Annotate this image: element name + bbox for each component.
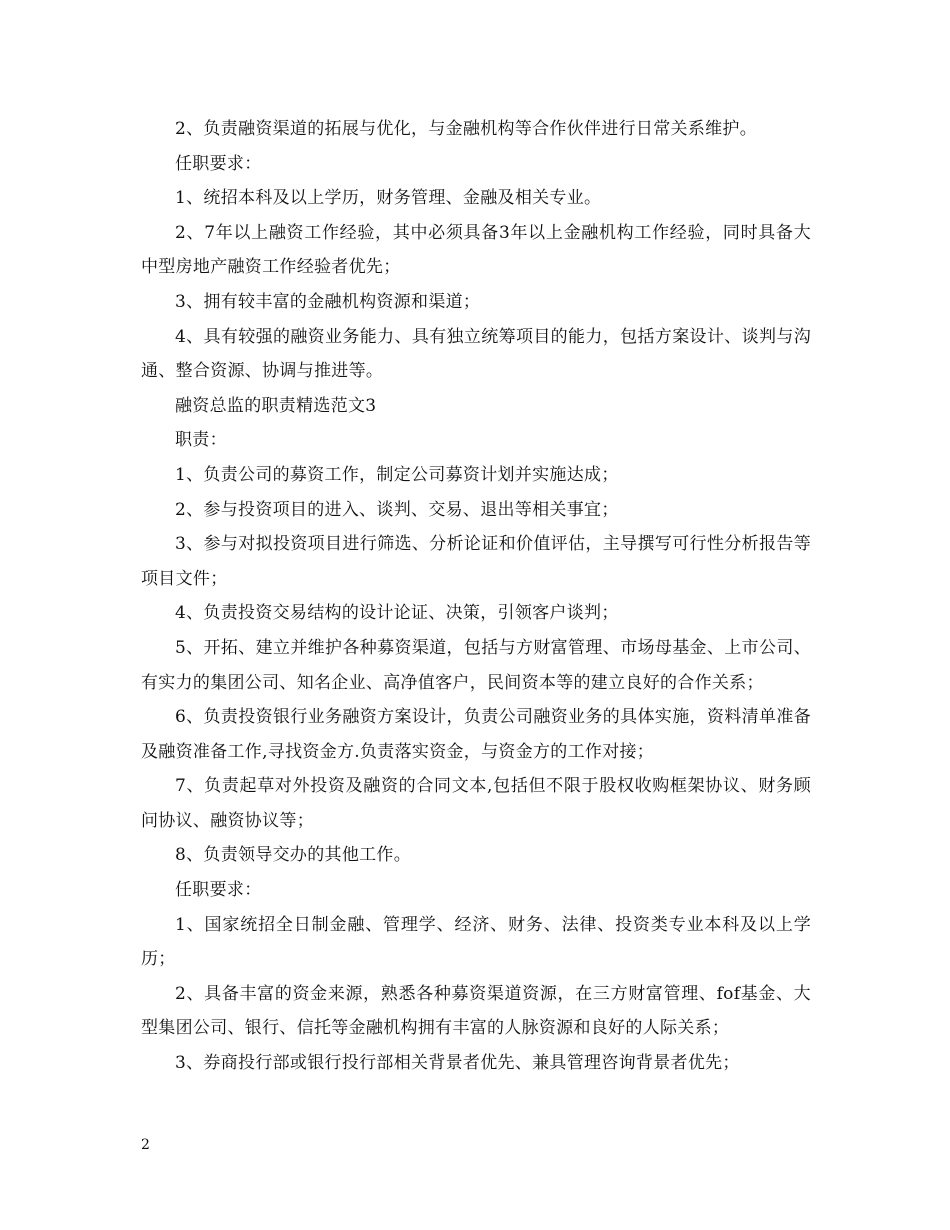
paragraph: 2、7年以上融资工作经验，其中必须具备3年以上金融机构工作经验，同时具备大中型房地产融资工作经验者优先； bbox=[141, 222, 811, 278]
document-body bbox=[141, 112, 811, 1081]
paragraph: 6、负责投资银行业务融资方案设计，负责公司融资业务的具体实施，资料清单准备及融资准备工作,寻找资金方.负责落实资金，与资金方的工作对接； bbox=[141, 707, 811, 762]
paragraph: 3、券商投行部或银行投行部相关背景者优先、兼具管理咨询背景者优先； bbox=[175, 1053, 740, 1074]
paragraph: 2、负责融资渠道的拓展与优化，与金融机构等合作伙伴进行日常关系维护。 bbox=[175, 119, 758, 139]
paragraph: 8、负责领导交办的其他工作。 bbox=[175, 845, 412, 866]
paragraph: 2、具备丰富的资金来源，熟悉各种募资渠道资源，在三方财富管理、fof基金、大型集团公司、银行、信托等金融机构拥有丰富的人脉资源和良好的人际关系； bbox=[141, 983, 811, 1039]
paragraph: 3、拥有较丰富的金融机构资源和渠道； bbox=[175, 291, 481, 312]
paragraph: 4、负责投资交易结构的设计论证、决策，引领客户谈判； bbox=[175, 603, 619, 624]
paragraph: 1、国家统招全日制金融、管理学、经济、财务、法律、投资类专业本科及以上学历； bbox=[141, 914, 811, 970]
section-heading: 任职要求： bbox=[175, 880, 262, 901]
paragraph: 4、具有较强的融资业务能力、具有独立统筹项目的能力，包括方案设计、谈判与沟通、整合资源、协调与推进等。 bbox=[141, 326, 811, 382]
paragraph: 3、参与对拟投资项目进行筛选、分析论证和价值评估，主导撰写可行性分析报告等项目文件； bbox=[141, 534, 811, 589]
paragraph: 1、统招本科及以上学历，财务管理、金融及相关专业。 bbox=[175, 188, 602, 209]
paragraph: 2、参与投资项目的进入、谈判、交易、退出等相关事宜； bbox=[175, 499, 619, 520]
page-number: 2 bbox=[141, 1137, 150, 1153]
paragraph: 5、开拓、建立并维护各种募资渠道，包括与方财富管理、市场母基金、上市公司、有实力的集团公司、知名企业、高净值客户，民间资本等的建立良好的合作关系； bbox=[141, 637, 811, 693]
section-title: 融资总监的职责精选范文3 bbox=[175, 395, 377, 416]
paragraph: 7、负责起草对外投资及融资的合同文本,包括但不限于股权收购框架协议、财务顾问协议、融资协议等； bbox=[141, 776, 811, 831]
paragraph: 1、负责公司的募资工作，制定公司募资计划并实施达成； bbox=[175, 464, 619, 485]
section-heading: 职责： bbox=[175, 430, 227, 451]
section-heading: 任职要求： bbox=[175, 153, 262, 174]
